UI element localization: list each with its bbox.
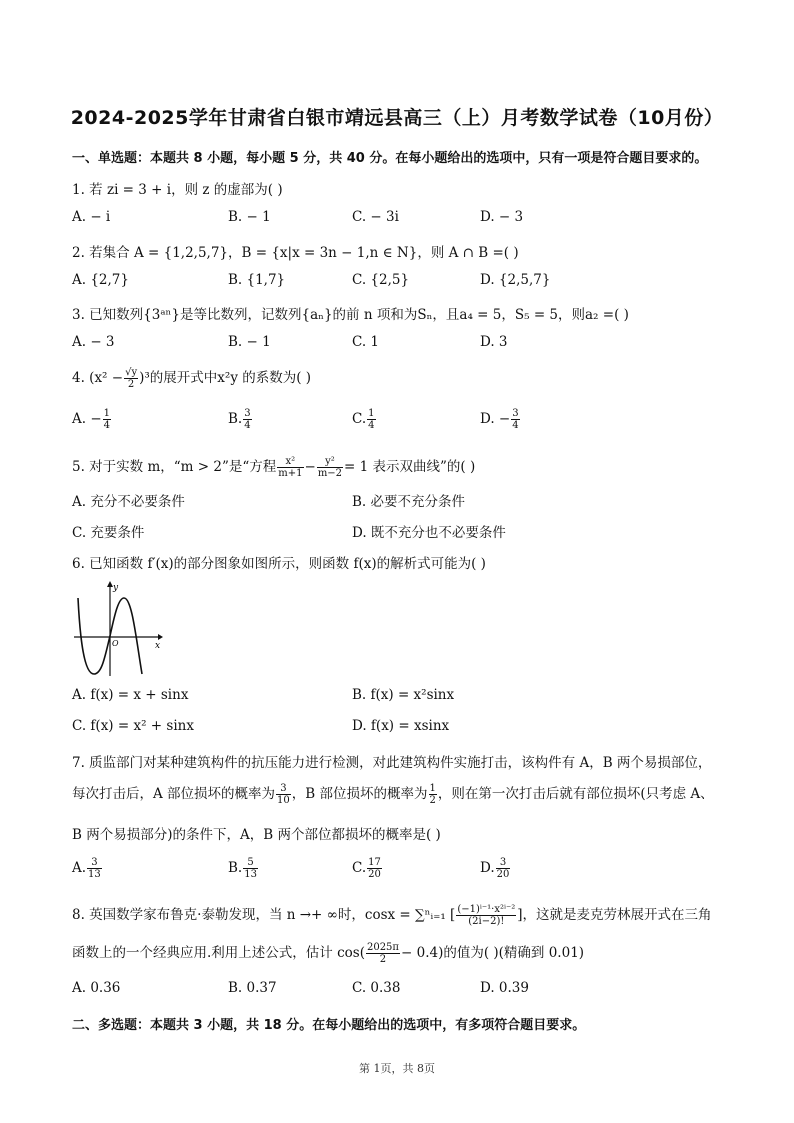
q4-option-d: D. − $\frac{3}{4}$ xyxy=(480,408,519,431)
question-4-stem xyxy=(72,366,311,390)
origin-label: O xyxy=(112,639,119,648)
q1-option-b: B. − 1 xyxy=(228,209,271,225)
q1-option-d: D. − 3 xyxy=(480,209,524,225)
q5-option-a: A. 充分不必要条件 xyxy=(72,494,185,510)
section-heading-multiple-choice: 二、多选题：本题共 3 小题，共 18 分。在每小题给出的选项中，有多项符合题目要求。 xyxy=(72,1018,586,1033)
q4-option-a: A. − $\frac{1}{4}$ xyxy=(72,408,111,431)
q2-option-c: C. {2,5} xyxy=(352,272,410,288)
question-8-line-1: 8. 英国数学家布鲁克·泰勒发现，当 n →+ ∞时，cosx = ∑ⁿᵢ₌₁ [ $\frac{\text{(−1)ⁱ⁻¹·x²ⁱ⁻²}}{(2i-2)!}$ ]，这就是麦克劳林展开式在三角 xyxy=(72,904,712,927)
q8-option-b: B. 0.37 xyxy=(228,980,277,996)
question-7-line-2: 每次打击后，A 部位损坏的概率为 $\frac{3}{10}$ ，B 部位损坏的概率为 $\frac{1}{2}$ ，则在第一次打击后就有部位损坏(只考虑 A、 xyxy=(72,783,714,806)
q7-option-c: C. $\frac{17}{20}$ xyxy=(352,857,381,880)
q6-option-b: B. f(x) = x²sinx xyxy=(352,687,455,703)
q7-option-b: B. $\frac{5}{13}$ xyxy=(228,857,257,880)
q6-option-a: A. f(x) = x + sinx xyxy=(72,687,189,703)
question-3-stem: 3. 已知数列{3ᵃⁿ}是等比数列，记数列{aₙ}的前 n 项和为Sₙ，且a₄ = 5，S₅ = 5，则a₂ =( ) xyxy=(72,307,629,323)
q7-option-a: A. $\frac{3}{13}$ xyxy=(72,857,101,880)
question-2-stem: 2. 若集合 A = {1,2,5,7}，B = {x|x = 3n − 1,n ∈ N}，则 A ∩ B =( ) xyxy=(72,245,519,261)
q5-option-b: B. 必要不充分条件 xyxy=(352,494,466,510)
q2-option-b: B. {1,7} xyxy=(228,272,286,288)
q7-option-d: D. $\frac{3}{20}$ xyxy=(480,857,510,880)
q3-option-d: D. 3 xyxy=(480,334,508,350)
q6-derivative-graph xyxy=(72,578,164,678)
q4-stem-fraction-denominator: 2 xyxy=(127,379,135,390)
q3-option-b: B. − 1 xyxy=(228,334,271,350)
q8-option-c: C. 0.38 xyxy=(352,980,401,996)
question-7-line-3: B 两个易损部分)的条件下，A，B 两个部位都损坏的概率是( ) xyxy=(72,827,441,843)
x-axis-label: x xyxy=(155,641,161,651)
page-footer: 第 1页，共 8页 xyxy=(359,1062,435,1075)
q5-option-c: C. 充要条件 xyxy=(72,525,145,541)
question-5-stem: 5. 对于实数 m，“m > 2”是“方程 $\frac{\text{x²}}{m+1}$ − $\frac{\text{y²}}{m-2}$ = 1 表示双曲线”的( ) xyxy=(72,456,476,479)
q4-stem-fraction-numerator: √y xyxy=(125,367,138,378)
q4-stem-part-a: 4. (x² − xyxy=(72,370,124,386)
question-8-line-2: 函数上的一个经典应用.利用上述公式，估计 cos( $\frac{2025\pi}{2}$ − 0.4)的值为( )(精确到 0.01) xyxy=(72,942,585,965)
q6-option-d: D. f(x) = xsinx xyxy=(352,718,450,734)
question-7-line-1: 7. 质监部门对某种建筑构件的抗压能力进行检测，对此建筑构件实施打击，该构件有 A，B 两个易损部位， xyxy=(72,755,712,771)
q4-option-c: C. $\frac{1}{4}$ xyxy=(352,408,375,431)
section-heading-single-choice: 一、单选题：本题共 8 小题，每小题 5 分，共 40 分。在每小题给出的选项中，只有一项是符合题目要求的。 xyxy=(72,151,708,166)
q8-option-d: D. 0.39 xyxy=(480,980,529,996)
q8-option-a: A. 0.36 xyxy=(72,980,121,996)
x-axis-arrow xyxy=(158,634,163,640)
q3-option-a: A. − 3 xyxy=(72,334,115,350)
q6-option-c: C. f(x) = x² + sinx xyxy=(72,718,194,734)
question-1-stem: 1. 若 zi = 3 + i，则 z 的虚部为( ) xyxy=(72,182,283,198)
q5-option-d: D. 既不充分也不必要条件 xyxy=(352,525,506,541)
question-6-stem: 6. 已知函数 f′(x)的部分图象如图所示，则函数 f(x)的解析式可能为( ) xyxy=(72,556,486,572)
q2-option-d: D. {2,5,7} xyxy=(480,272,551,288)
q1-option-a: A. − i xyxy=(72,209,111,225)
q4-stem-part-b: )³的展开式中x²y 的系数为( ) xyxy=(139,370,312,386)
q2-option-a: A. {2,7} xyxy=(72,272,129,288)
q4-stem-fraction xyxy=(124,367,138,390)
q1-option-c: C. − 3i xyxy=(352,209,399,225)
y-axis-label: y xyxy=(113,583,119,593)
q3-option-c: C. 1 xyxy=(352,334,380,350)
page-title: 2024-2025学年甘肃省白银市靖远县高三（上）月考数学试卷（10月份） xyxy=(70,107,724,129)
q4-option-b: B. $\frac{3}{4}$ xyxy=(228,408,251,431)
